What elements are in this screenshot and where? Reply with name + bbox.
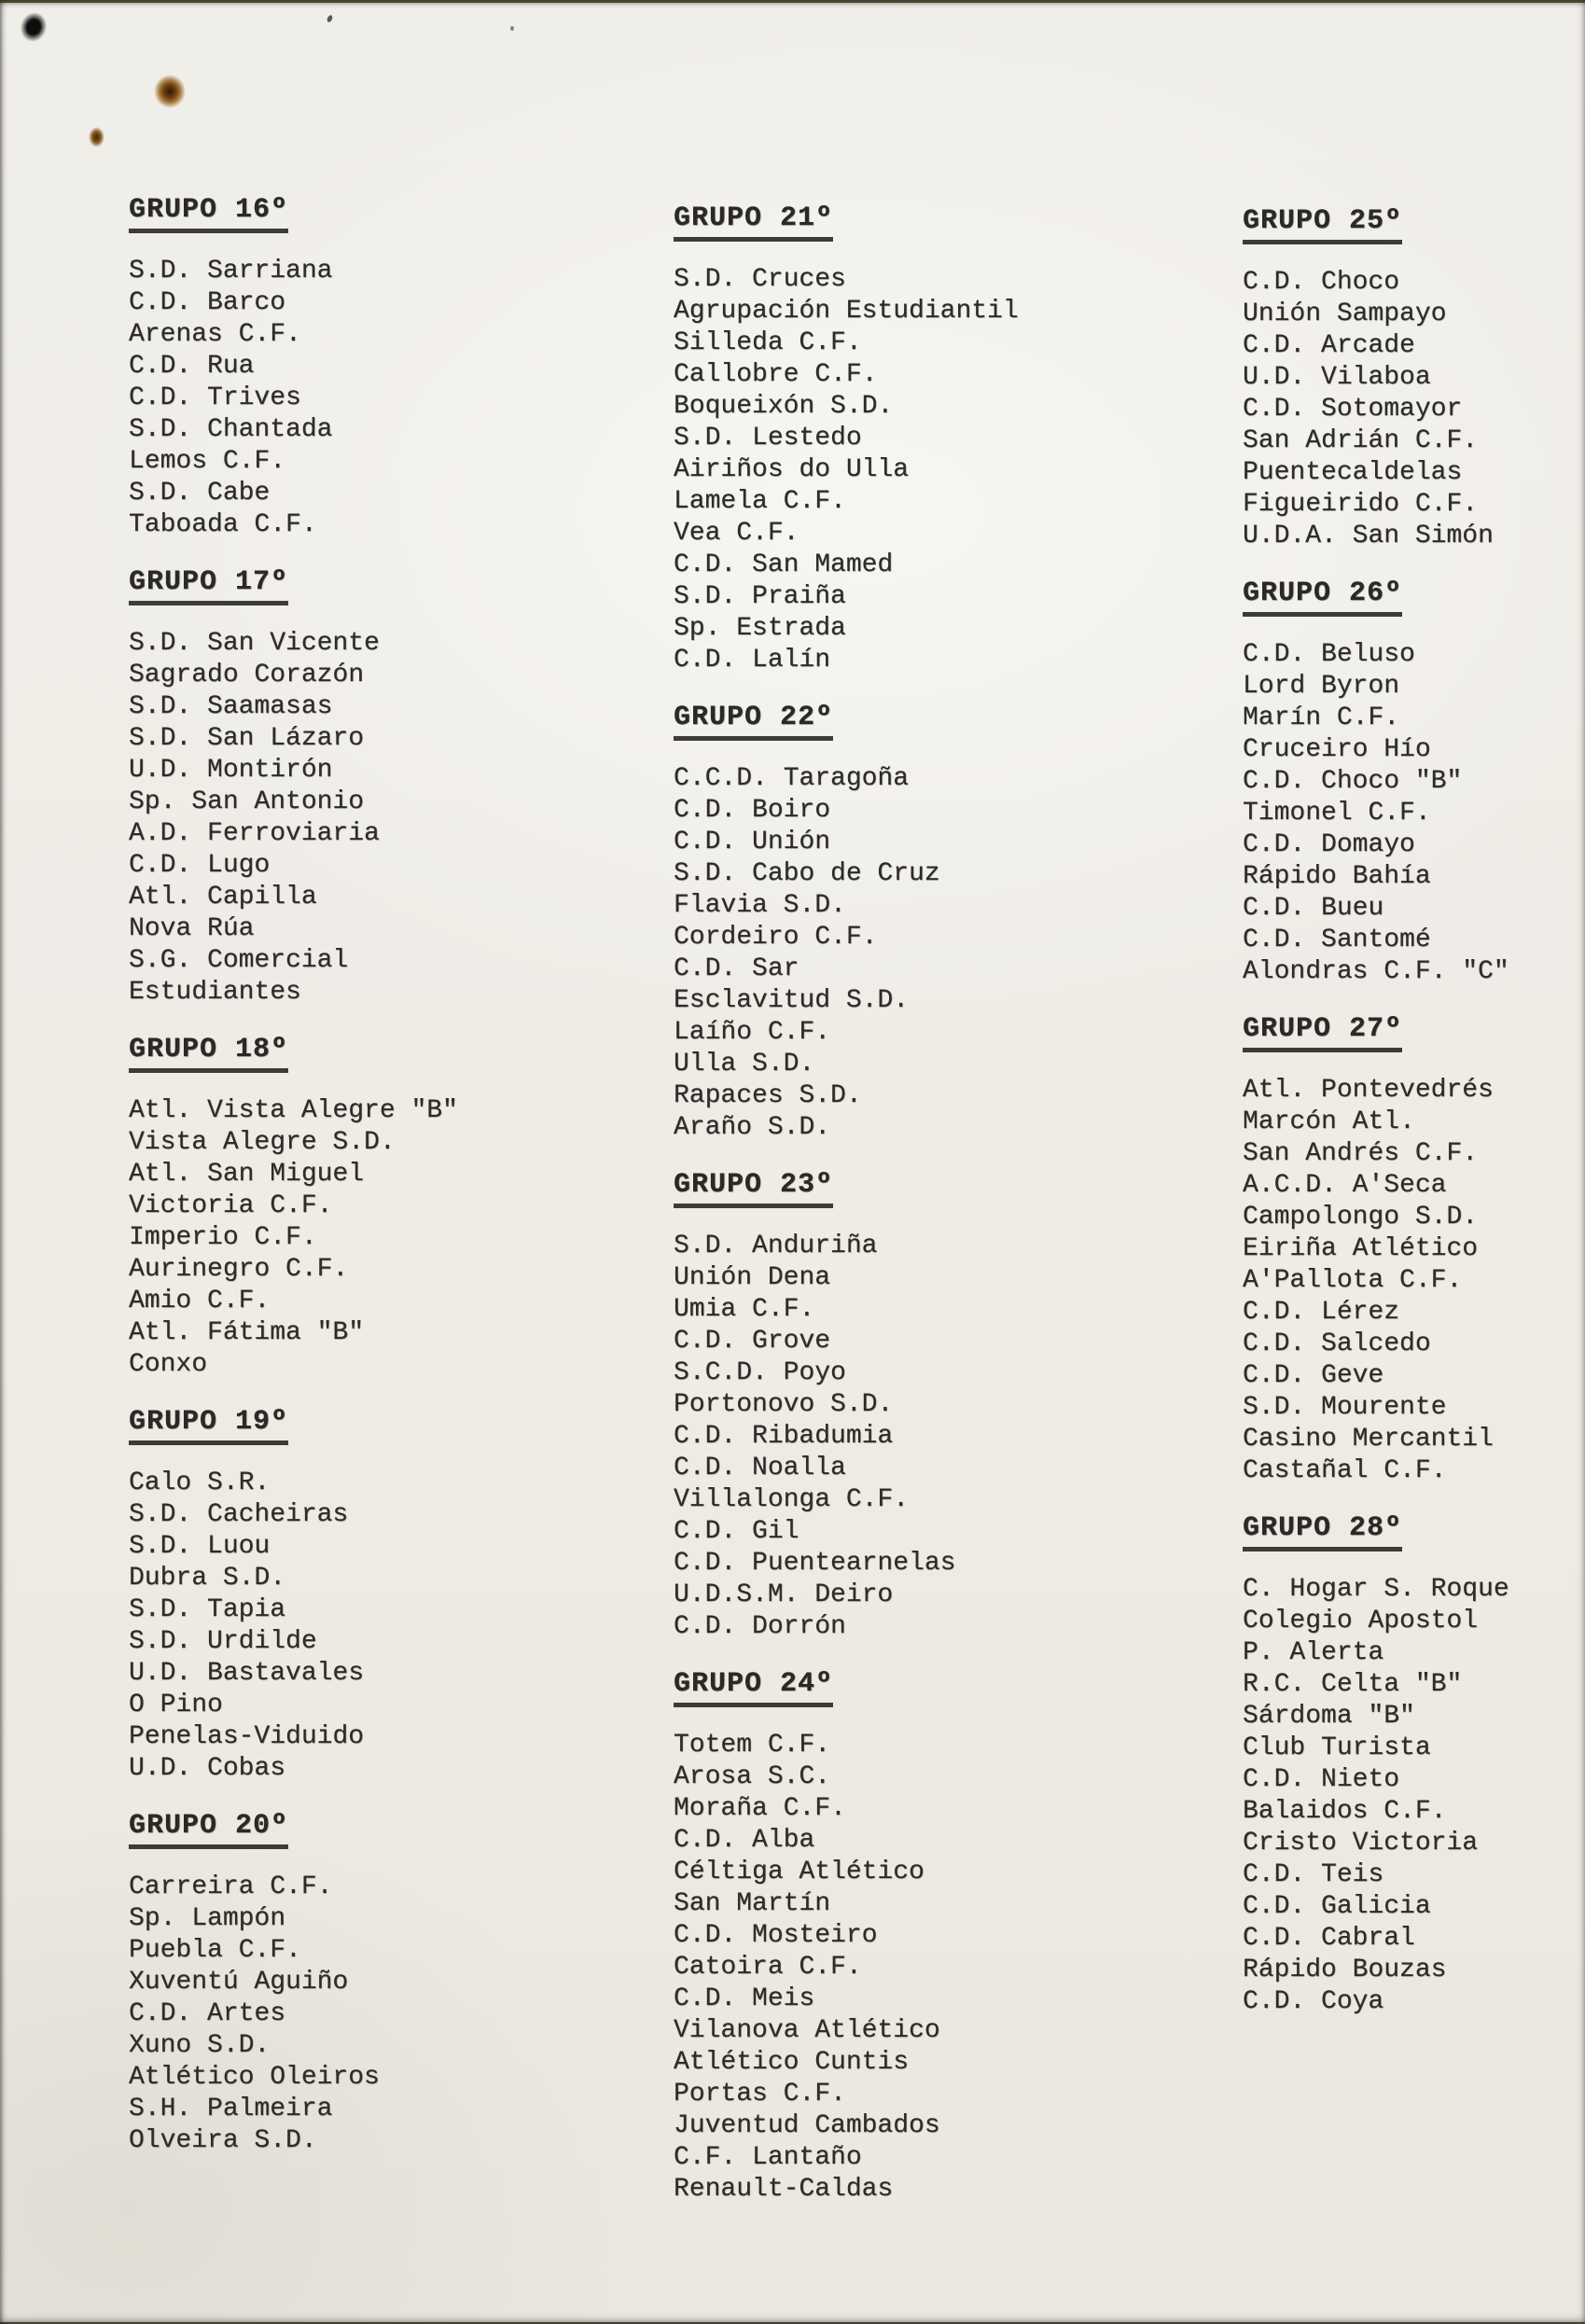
team-name: Xuventú Aguiño	[129, 1968, 349, 1997]
group	[1243, 1013, 1585, 1487]
team-name: C.D. Bueu	[1243, 894, 1384, 923]
team-name: Sagrado Corazón	[129, 661, 365, 689]
team-list	[1243, 267, 1585, 552]
team-name: Campolongo S.D.	[1243, 1203, 1479, 1232]
team-name: C.D. Cabral	[1243, 1924, 1415, 1953]
team-list	[129, 1468, 651, 1785]
group-title: GRUPO 17º	[129, 566, 288, 605]
group-title: GRUPO 28º	[1243, 1512, 1402, 1552]
paper-speck	[327, 14, 334, 22]
team-name: Marcón Atl.	[1243, 1107, 1415, 1136]
team-name: S.D. Chantada	[129, 415, 333, 444]
team-name: Catoira C.F.	[674, 1953, 862, 1982]
group-title: GRUPO 27º	[1243, 1013, 1402, 1052]
team-name: Lamela C.F.	[674, 487, 846, 516]
team-name: C.D. Salcedo	[1243, 1329, 1431, 1358]
team-name: Lord Byron	[1243, 672, 1400, 701]
team-name: S.D. Praiña	[674, 582, 846, 611]
team-list	[129, 628, 651, 1009]
team-name: Casino Mercantil	[1243, 1425, 1494, 1454]
team-name: S.D. San Vicente	[129, 629, 380, 658]
group-title: GRUPO 20º	[129, 1810, 288, 1849]
burn-spot	[154, 75, 186, 108]
team-name: Vea C.F.	[674, 519, 799, 548]
team-name: Amio C.F.	[129, 1287, 271, 1315]
team-name: Atlético Cuntis	[674, 2048, 910, 2077]
team-name: C.D. Beluso	[1243, 640, 1415, 669]
team-name: S.D. Urdilde	[129, 1627, 317, 1656]
small-stain	[89, 127, 104, 147]
team-name: S.D. Luou	[129, 1532, 271, 1561]
team-name: S.D. Cruces	[674, 265, 846, 294]
team-name: Rápido Bahía	[1243, 862, 1431, 891]
team-name: S.D. Cacheiras	[129, 1500, 349, 1529]
team-name: Airiños do Ulla	[674, 455, 910, 484]
team-name: Villalonga C.F.	[674, 1485, 910, 1514]
team-name: Unión Dena	[674, 1263, 831, 1292]
team-name: C.D. Rua	[129, 352, 255, 381]
team-list	[129, 1872, 651, 2157]
team-name: S.H. Palmeira	[129, 2094, 333, 2123]
group-title: GRUPO 21º	[674, 202, 833, 242]
team-name: Cruceiro Hío	[1243, 735, 1431, 764]
team-name: U.D. Cobas	[129, 1754, 286, 1783]
paper-speck	[510, 26, 514, 31]
team-name: Sárdoma "B"	[1243, 1702, 1415, 1731]
team-name: Juventud Cambados	[674, 2111, 940, 2140]
group-title: GRUPO 23º	[674, 1169, 833, 1208]
team-name: U.D. Vilaboa	[1243, 363, 1431, 392]
group	[129, 1406, 651, 1785]
team-name: Colegio Apostol	[1243, 1607, 1479, 1635]
team-name: Timonel C.F.	[1243, 799, 1431, 828]
team-name: C.D. Lalín	[674, 646, 831, 675]
team-name: A.D. Ferroviaria	[129, 819, 380, 848]
team-list	[674, 1730, 1196, 2206]
column-3	[1243, 205, 1585, 2043]
column-1	[129, 194, 651, 2182]
team-name: Renault-Caldas	[674, 2175, 894, 2204]
team-name: Rapaces S.D.	[674, 1081, 862, 1110]
team-name: U.D.A. San Simón	[1243, 522, 1494, 550]
scan-top-edge	[0, 0, 1585, 3]
team-name: Sp. San Antonio	[129, 787, 365, 816]
team-name: A.C.D. A'Seca	[1243, 1171, 1447, 1200]
team-name: San Adrián C.F.	[1243, 426, 1479, 455]
group	[1243, 205, 1585, 552]
team-name: S.D. Tapia	[129, 1595, 286, 1624]
team-name: C.D. Choco "B"	[1243, 767, 1463, 796]
team-name: C.D. Unión	[674, 828, 831, 856]
group	[674, 1668, 1196, 2206]
team-name: C.D. Mosteiro	[674, 1921, 878, 1950]
team-list	[674, 1231, 1196, 1643]
team-name: C.D. Coya	[1243, 1987, 1384, 2016]
team-name: P. Alerta	[1243, 1638, 1384, 1667]
team-list	[1243, 1574, 1585, 2018]
team-name: Imperio C.F.	[129, 1223, 317, 1252]
ink-blot	[17, 8, 51, 45]
team-name: S.D. Cabe	[129, 479, 271, 508]
team-name: C.F. Lantaño	[674, 2143, 862, 2172]
team-name: Callobre C.F.	[674, 360, 878, 389]
team-name: U.D. Montirón	[129, 756, 333, 785]
team-name: Vilanova Atlético	[674, 2016, 940, 2045]
team-name: Club Turista	[1243, 1733, 1431, 1762]
team-name: Atl. Vista Alegre "B"	[129, 1096, 458, 1125]
team-name: Puebla C.F.	[129, 1936, 301, 1965]
team-list	[674, 763, 1196, 1144]
team-name: Alondras C.F. "C"	[1243, 957, 1509, 986]
group-title: GRUPO 18º	[129, 1034, 288, 1073]
team-name: Dubra S.D.	[129, 1564, 286, 1593]
team-name: Figueirido C.F.	[1243, 490, 1479, 519]
team-name: Calo S.R.	[129, 1468, 271, 1497]
group	[1243, 578, 1585, 988]
team-name: Carreira C.F.	[129, 1872, 333, 1901]
team-name: Rápido Bouzas	[1243, 1955, 1447, 1984]
team-name: Esclavitud S.D.	[674, 986, 910, 1015]
group	[129, 566, 651, 1009]
team-name: C.D. Gil	[674, 1517, 799, 1546]
team-list	[1243, 1075, 1585, 1487]
team-name: C.D. Santomé	[1243, 925, 1431, 954]
team-name: Nova Rúa	[129, 914, 255, 943]
team-name: Atl. San Miguel	[129, 1160, 365, 1189]
team-name: Taboada C.F.	[129, 510, 317, 539]
team-name: Totem C.F.	[674, 1731, 831, 1760]
team-name: Balaidos C.F.	[1243, 1797, 1447, 1826]
team-name: Moraña C.F.	[674, 1794, 846, 1823]
team-name: Conxo	[129, 1350, 208, 1379]
team-name: U.D.S.M. Deiro	[674, 1580, 894, 1609]
team-name: Marín C.F.	[1243, 703, 1400, 732]
team-name: C.D. Lugo	[129, 851, 271, 880]
group	[129, 1810, 651, 2157]
team-name: Portas C.F.	[674, 2080, 846, 2108]
team-name: O Pino	[129, 1691, 223, 1719]
group-title: GRUPO 25º	[1243, 205, 1402, 244]
team-name: Castañal C.F.	[1243, 1456, 1447, 1485]
team-name: C.D. Teis	[1243, 1860, 1384, 1889]
team-name: Sp. Estrada	[674, 614, 846, 643]
team-name: Lemos C.F.	[129, 447, 286, 476]
team-name: Laíño C.F.	[674, 1018, 831, 1047]
team-name: C.D. Galicia	[1243, 1892, 1431, 1921]
team-name: Flavia S.D.	[674, 891, 846, 920]
team-name: S.D. Sarriana	[129, 257, 333, 285]
team-name: C.D. Alba	[674, 1826, 815, 1855]
team-name: C.D. Boiro	[674, 796, 831, 825]
team-name: C.D. Trives	[129, 383, 301, 412]
group	[129, 1034, 651, 1381]
group	[674, 1169, 1196, 1643]
team-name: C.D. Sar	[674, 954, 799, 983]
group-title: GRUPO 24º	[674, 1668, 833, 1707]
team-name: Arosa S.C.	[674, 1762, 831, 1791]
team-name: C.D. Noalla	[674, 1454, 846, 1482]
group-title: GRUPO 19º	[129, 1406, 288, 1445]
team-name: Umia C.F.	[674, 1295, 815, 1324]
team-name: Eiriña Atlético	[1243, 1234, 1479, 1263]
team-name: S.D. San Lázaro	[129, 724, 365, 753]
team-name: C.D. Puentearnelas	[674, 1549, 956, 1578]
group	[1243, 1512, 1585, 2018]
team-name: S.D. Anduriña	[674, 1232, 878, 1260]
team-name: Atl. Pontevedrés	[1243, 1076, 1494, 1105]
team-name: Puentecaldelas	[1243, 458, 1463, 487]
team-name: Céltiga Atlético	[674, 1858, 925, 1886]
group	[129, 194, 651, 541]
team-name: C.D. Choco	[1243, 268, 1400, 297]
team-name: C.D. Dorrón	[674, 1612, 846, 1641]
team-name: Cristo Victoria	[1243, 1829, 1479, 1858]
team-name: Atl. Capilla	[129, 883, 317, 912]
group-title: GRUPO 26º	[1243, 578, 1402, 617]
group-title: GRUPO 16º	[129, 194, 288, 233]
team-name: S.G. Comercial	[129, 946, 349, 975]
team-name: R.C. Celta "B"	[1243, 1670, 1463, 1699]
group	[674, 202, 1196, 676]
team-list	[129, 256, 651, 541]
column-2	[674, 202, 1196, 2231]
team-name: U.D. Bastavales	[129, 1659, 365, 1688]
team-name: Ulla S.D.	[674, 1050, 815, 1079]
team-name: C.D. Arcade	[1243, 331, 1415, 360]
team-name: Sp. Lampón	[129, 1904, 286, 1933]
team-name: C.D. San Mamed	[674, 550, 894, 579]
team-list	[1243, 639, 1585, 988]
group-title: GRUPO 22º	[674, 702, 833, 741]
team-name: A'Pallota C.F.	[1243, 1266, 1463, 1295]
team-name: Boqueixón S.D.	[674, 392, 894, 421]
team-list	[129, 1095, 651, 1381]
team-name: Estudiantes	[129, 978, 301, 1007]
team-list	[674, 264, 1196, 676]
team-name: San Martín	[674, 1889, 831, 1918]
team-name: Portonovo S.D.	[674, 1390, 894, 1419]
team-name: C.D. Meis	[674, 1984, 815, 2013]
team-name: Xuno S.D.	[129, 2031, 271, 2060]
team-name: C.C.D. Taragoña	[674, 764, 910, 793]
team-name: C.D. Lérez	[1243, 1298, 1400, 1327]
team-name: C.D. Domayo	[1243, 830, 1415, 859]
team-name: C.D. Artes	[129, 1999, 286, 2028]
team-name: S.D. Lestedo	[674, 424, 862, 452]
team-name: S.D. Cabo de Cruz	[674, 859, 940, 888]
team-name: C.D. Nieto	[1243, 1765, 1400, 1794]
team-name: C.D. Ribadumia	[674, 1422, 894, 1451]
team-name: Vista Alegre S.D.	[129, 1128, 396, 1157]
team-name: Arenas C.F.	[129, 320, 301, 349]
team-name: San Andrés C.F.	[1243, 1139, 1479, 1168]
team-name: S.D. Saamasas	[129, 692, 333, 721]
group	[674, 702, 1196, 1144]
team-name: Silleda C.F.	[674, 328, 862, 357]
team-name: Agrupación Estudiantil	[674, 297, 1019, 326]
team-name: Aurinegro C.F.	[129, 1255, 349, 1284]
team-name: Atlético Oleiros	[129, 2063, 380, 2092]
team-name: Victoria C.F.	[129, 1191, 333, 1220]
team-name: C.D. Grove	[674, 1327, 831, 1356]
team-name: Araño S.D.	[674, 1113, 831, 1142]
team-name: Penelas-Viduido	[129, 1722, 365, 1751]
team-name: Atl. Fátima "B"	[129, 1318, 365, 1347]
team-name: C.D. Barco	[129, 288, 286, 317]
team-name: S.C.D. Poyo	[674, 1358, 846, 1387]
team-name: S.D. Mourente	[1243, 1393, 1447, 1422]
team-name: Cordeiro C.F.	[674, 923, 878, 952]
team-name: Unión Sampayo	[1243, 299, 1447, 328]
team-name: C.D. Sotomayor	[1243, 395, 1463, 424]
team-name: Olveira S.D.	[129, 2126, 317, 2155]
team-name: C.D. Geve	[1243, 1361, 1384, 1390]
team-name: C. Hogar S. Roque	[1243, 1575, 1509, 1604]
